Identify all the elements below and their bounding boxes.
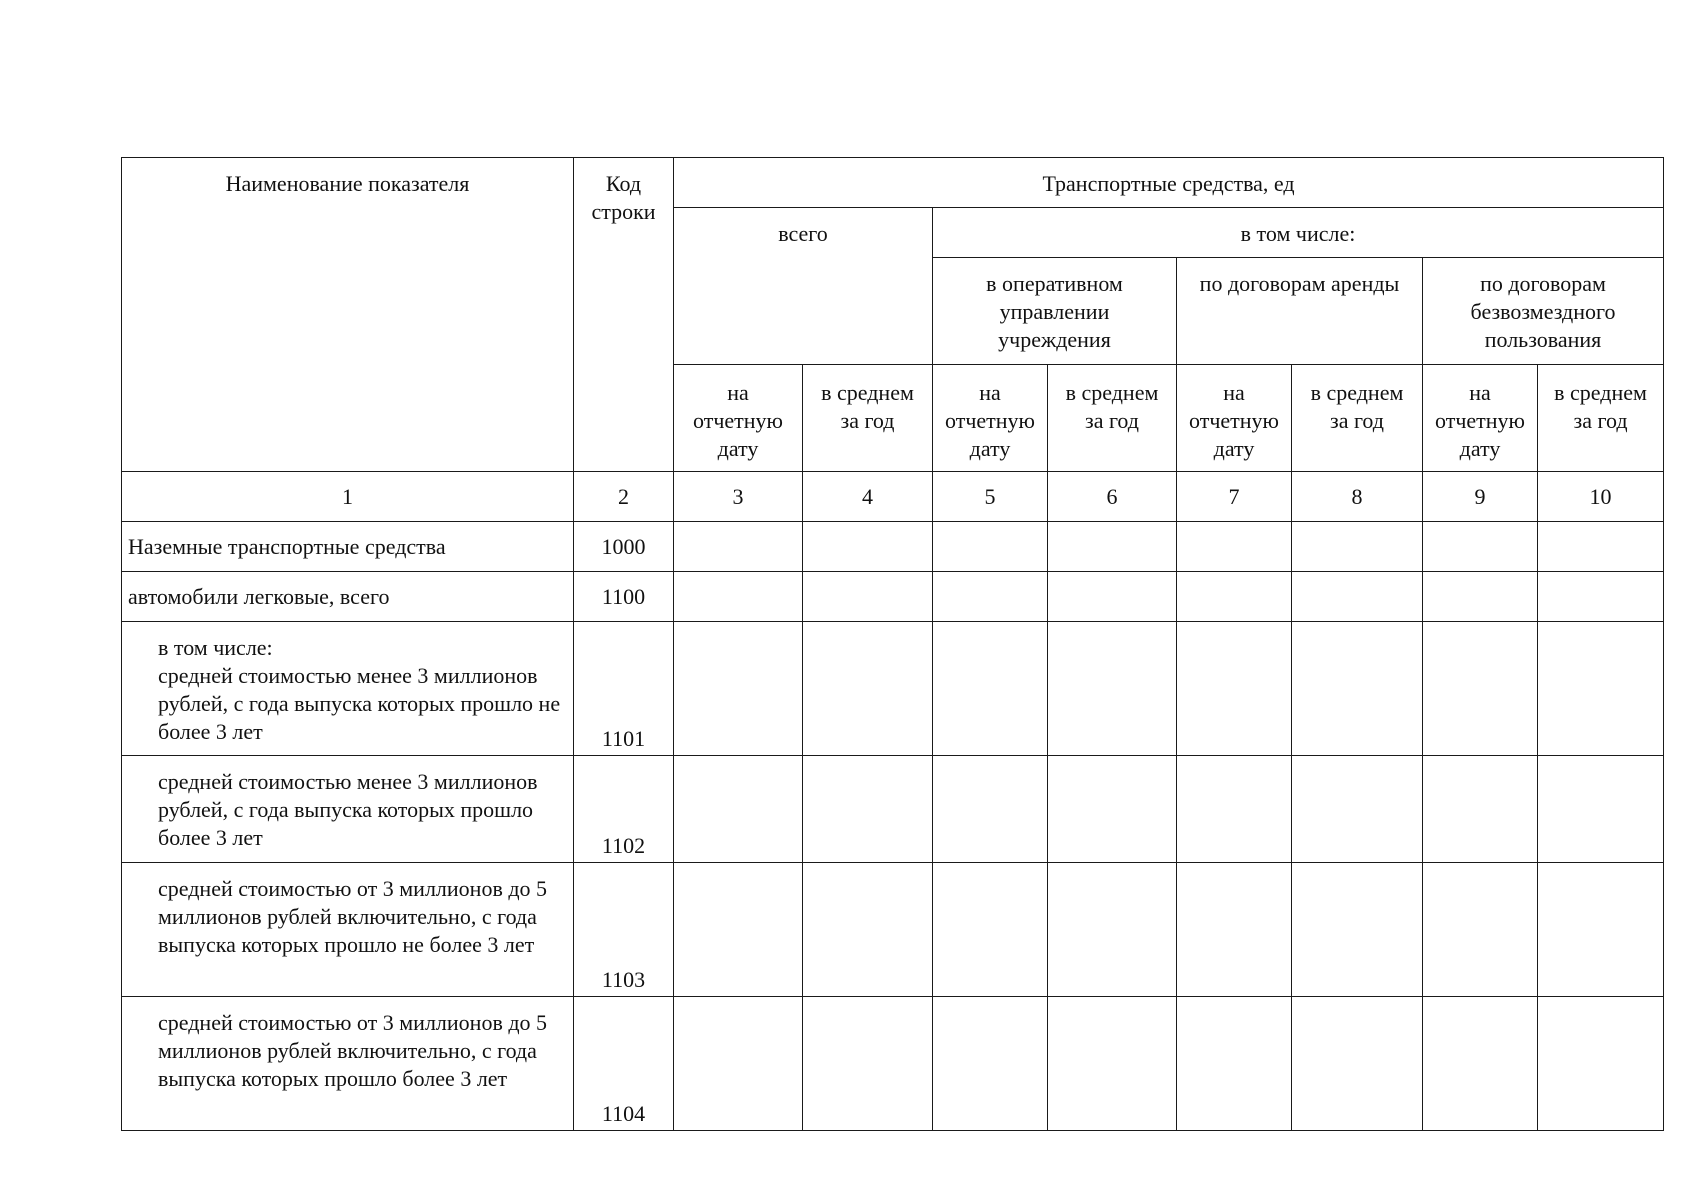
row-name: автомобили легковые, всего [122, 572, 574, 622]
header-group-lease [1177, 258, 1423, 365]
subheader-text: на отчетную дату [693, 380, 783, 461]
column-number: 5 [933, 472, 1048, 522]
subheader-report-date [674, 365, 803, 472]
header-row-1 [122, 158, 1664, 208]
row-name [122, 622, 574, 756]
empty-cell[interactable] [803, 572, 933, 622]
header-total [674, 208, 933, 365]
subheader-text: на отчетную дату [1189, 380, 1279, 461]
header-indicator-name-text: Наименование показателя [225, 171, 470, 196]
column-number: 9 [1423, 472, 1538, 522]
table-row [122, 997, 1664, 1131]
table-row [122, 756, 1664, 863]
empty-cell[interactable] [1292, 863, 1423, 997]
row-code: 1103 [574, 863, 674, 997]
header-group-operational-text: в оперативном управлении учреждения [986, 271, 1123, 352]
empty-cell[interactable] [674, 522, 803, 572]
table-row [122, 572, 1664, 622]
table-row [122, 622, 1664, 756]
subheader-text: в среднем за год [821, 380, 914, 433]
empty-cell[interactable] [1538, 622, 1664, 756]
header-line-code [574, 158, 674, 472]
empty-cell[interactable] [1177, 997, 1292, 1131]
empty-cell[interactable] [1538, 997, 1664, 1131]
column-number: 10 [1538, 472, 1664, 522]
empty-cell[interactable] [1423, 572, 1538, 622]
empty-cell[interactable] [1538, 572, 1664, 622]
row-name-text: средней стоимостью менее 3 миллионов рублей, с года выпуска которых прошло не более 3 лет [158, 663, 561, 744]
empty-cell[interactable] [1292, 756, 1423, 863]
empty-cell[interactable] [1292, 622, 1423, 756]
vehicles-form-table [121, 157, 1664, 1131]
subheader-text: в среднем за год [1554, 380, 1647, 433]
empty-cell[interactable] [1177, 572, 1292, 622]
empty-cell[interactable] [933, 863, 1048, 997]
header-transport-title [674, 158, 1664, 208]
subheader-report-date [933, 365, 1048, 472]
column-number: 6 [1048, 472, 1177, 522]
row-name: средней стоимостью менее 3 миллионов рублей, с года выпуска которых прошло более 3 лет [122, 756, 574, 863]
empty-cell[interactable] [1423, 622, 1538, 756]
column-number: 4 [803, 472, 933, 522]
row-name: средней стоимостью от 3 миллионов до 5 миллионов рублей включительно, с года выпуска которых прошло не более 3 лет [122, 863, 574, 997]
empty-cell[interactable] [674, 622, 803, 756]
column-number: 3 [674, 472, 803, 522]
empty-cell[interactable] [803, 622, 933, 756]
empty-cell[interactable] [933, 522, 1048, 572]
empty-cell[interactable] [1423, 522, 1538, 572]
empty-cell[interactable] [803, 756, 933, 863]
subheader-text: на отчетную дату [945, 380, 1035, 461]
column-number: 1 [122, 472, 574, 522]
header-group-lease-text: по договорам аренды [1199, 271, 1400, 296]
empty-cell[interactable] [1048, 756, 1177, 863]
empty-cell[interactable] [1048, 997, 1177, 1131]
empty-cell[interactable] [1177, 756, 1292, 863]
empty-cell[interactable] [1538, 522, 1664, 572]
header-transport-title-text: Транспортные средства, ед [1042, 171, 1295, 196]
empty-cell[interactable] [1048, 572, 1177, 622]
subheader-avg-year [1048, 365, 1177, 472]
table-row [122, 863, 1664, 997]
empty-cell[interactable] [1423, 756, 1538, 863]
empty-cell[interactable] [933, 997, 1048, 1131]
empty-cell[interactable] [933, 622, 1048, 756]
header-total-text: всего [778, 221, 828, 246]
subheader-avg-year [1538, 365, 1664, 472]
row-code: 1000 [574, 522, 674, 572]
empty-cell[interactable] [1177, 522, 1292, 572]
header-including [933, 208, 1664, 258]
column-numbers-row [122, 472, 1664, 522]
row-code: 1100 [574, 572, 674, 622]
row-code: 1104 [574, 997, 674, 1131]
empty-cell[interactable] [1292, 572, 1423, 622]
empty-cell[interactable] [1423, 863, 1538, 997]
subheader-avg-year [1292, 365, 1423, 472]
empty-cell[interactable] [1423, 997, 1538, 1131]
empty-cell[interactable] [803, 522, 933, 572]
empty-cell[interactable] [1048, 522, 1177, 572]
empty-cell[interactable] [803, 863, 933, 997]
empty-cell[interactable] [1177, 863, 1292, 997]
header-indicator-name [122, 158, 574, 472]
empty-cell[interactable] [1048, 863, 1177, 997]
empty-cell[interactable] [674, 756, 803, 863]
empty-cell[interactable] [933, 756, 1048, 863]
subheader-text: на отчетную дату [1435, 380, 1525, 461]
empty-cell[interactable] [1538, 756, 1664, 863]
empty-cell[interactable] [674, 863, 803, 997]
column-number: 2 [574, 472, 674, 522]
table-row [122, 522, 1664, 572]
row-prefix: в том числе: [158, 635, 273, 660]
empty-cell[interactable] [674, 997, 803, 1131]
subheader-report-date [1423, 365, 1538, 472]
subheader-text: в среднем за год [1310, 380, 1404, 433]
header-including-text: в том числе: [1240, 221, 1356, 246]
empty-cell[interactable] [1048, 622, 1177, 756]
empty-cell[interactable] [933, 572, 1048, 622]
header-line-code-text: Код строки [591, 171, 656, 224]
column-number: 7 [1177, 472, 1292, 522]
row-code: 1102 [574, 756, 674, 863]
header-group-free-use [1423, 258, 1664, 365]
empty-cell[interactable] [1292, 997, 1423, 1131]
empty-cell[interactable] [1292, 522, 1423, 572]
subheader-avg-year [803, 365, 933, 472]
row-code: 1101 [574, 622, 674, 756]
subheader-report-date [1177, 365, 1292, 472]
header-group-operational [933, 258, 1177, 365]
row-name: Наземные транспортные средства [122, 522, 574, 572]
empty-cell[interactable] [803, 997, 933, 1131]
header-group-free-use-text: по договорам безвозмездного пользования [1470, 271, 1616, 352]
column-number: 8 [1292, 472, 1423, 522]
row-name: средней стоимостью от 3 миллионов до 5 миллионов рублей включительно, с года выпуска которых прошло более 3 лет [122, 997, 574, 1131]
empty-cell[interactable] [1538, 863, 1664, 997]
empty-cell[interactable] [674, 572, 803, 622]
empty-cell[interactable] [1177, 622, 1292, 756]
subheader-text: в среднем за год [1065, 380, 1159, 433]
